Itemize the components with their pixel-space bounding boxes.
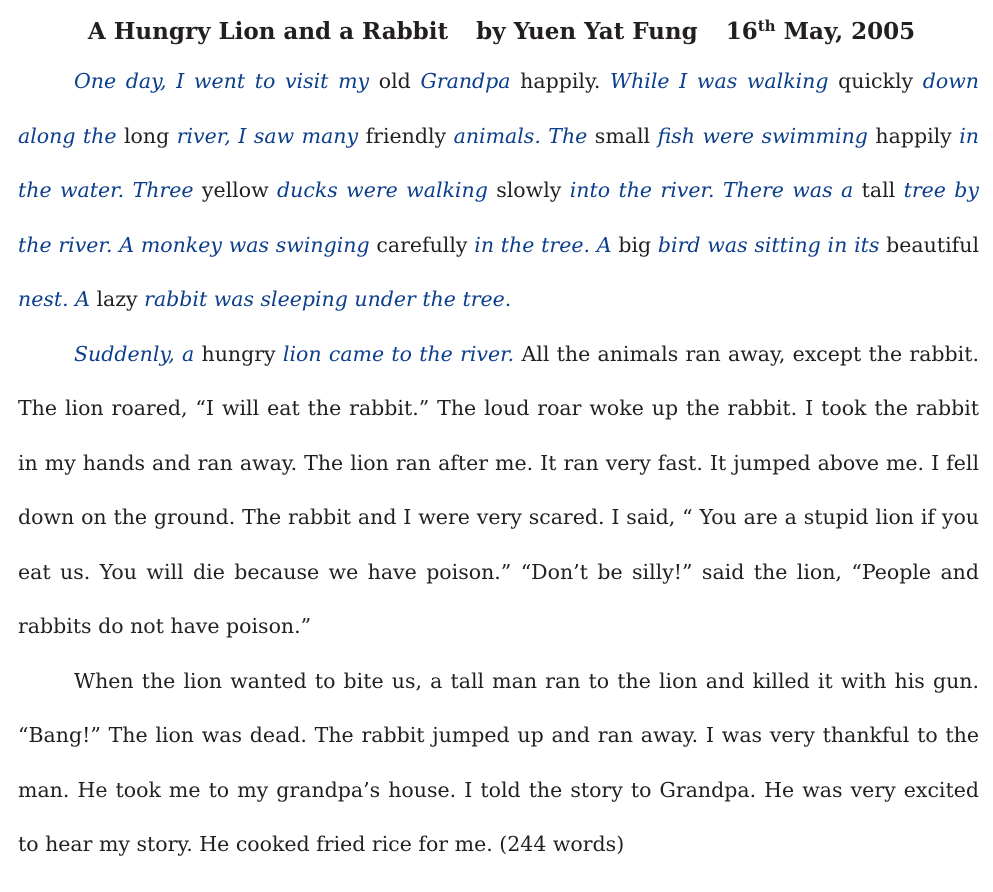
date-suffix: th (757, 17, 776, 35)
story-date (726, 18, 915, 45)
text-run: happily. (510, 69, 610, 93)
highlighted-phrase: into the river. There was a (569, 178, 854, 202)
paragraph-2 (18, 327, 979, 654)
highlighted-phrase: bird was sitting in its (657, 232, 880, 257)
highlighted-phrase: While I was walking (610, 69, 829, 93)
text-run: friendly (358, 123, 454, 148)
highlighted-phrase: One day, I went to visit my (74, 69, 370, 93)
text-run: big (611, 232, 658, 257)
text-run: long (116, 123, 177, 148)
highlighted-phrase: nest. A (18, 287, 90, 311)
highlighted-phrase: fish were swimming (657, 123, 868, 148)
text-run: old (369, 69, 421, 93)
text-run: beautiful (879, 232, 979, 257)
date-day: 16 (725, 18, 758, 45)
text-run: lazy (89, 287, 145, 311)
text-run: small (587, 123, 658, 148)
highlighted-phrase: in the water. Three (18, 123, 980, 202)
story-title: A Hungry Lion and a Rabbit (87, 18, 449, 45)
text-run: quickly (828, 69, 923, 93)
highlighted-phrase: river, I saw many (176, 123, 359, 148)
date-rest: May, 2005 (783, 18, 916, 45)
story-author: by Yuen Yat Fung (476, 18, 698, 45)
text-run: hungry (194, 341, 283, 366)
text-run: tall (853, 178, 904, 202)
text-run: carefully (369, 232, 475, 257)
highlighted-phrase: rabbit was sleeping under the tree. (144, 287, 512, 311)
text-run: When the lion wanted to bite us, a tall man ran to the lion and killed it with his gun. “Bang!” The lion was dead. The rabbit jumped up and ran away. I was very thankful to the man. He took me to my grandpa’s house. I told the story to Grandpa. He was very excited to hear my story. He cooked fried rice for me. (244 words) (18, 668, 979, 856)
document-header (24, 12, 979, 52)
paragraph-1 (18, 54, 979, 327)
text-run: All the animals ran away, except the rabbit. The lion roared, “I will eat the rabbit.” The loud roar woke up the rabbit. I took the rabbit in my hands and ran away. The lion ran after me. It ran very fast. It jumped above me. I fell down on the ground. The rabbit and I were very scared. I said, “ You are a stupid lion if you eat us. You will die because we have poison.” “Don’t be silly!” said the lion, “People and rabbits do not have poison.” (18, 341, 979, 638)
highlighted-phrase: Suddenly, a (74, 341, 195, 366)
text-run: slowly (487, 178, 570, 202)
highlighted-phrase: down along the (18, 69, 979, 148)
text-run: yellow (193, 178, 278, 202)
text-run: happily (867, 123, 960, 148)
highlighted-phrase: in the tree. A (474, 232, 612, 257)
paragraph-3 (18, 654, 979, 872)
highlighted-phrase: tree by the river. A monkey was swinging (18, 178, 980, 257)
highlighted-phrase: lion came to the river. (282, 341, 515, 366)
highlighted-phrase: ducks were walking (277, 178, 488, 202)
highlighted-phrase: Grandpa (420, 69, 511, 93)
highlighted-phrase: animals. The (453, 123, 588, 148)
